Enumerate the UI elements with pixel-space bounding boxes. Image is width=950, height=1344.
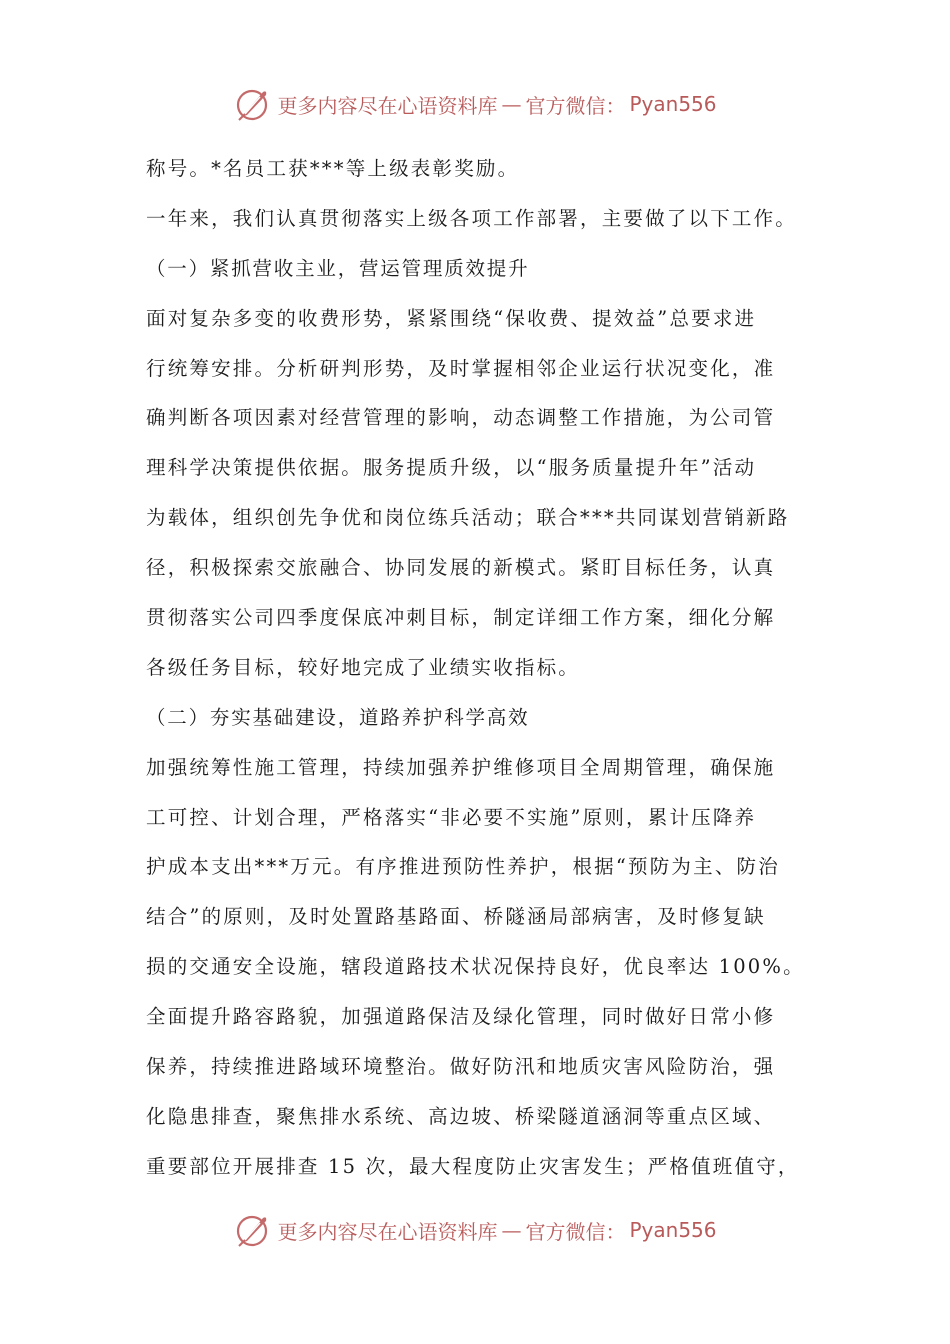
quill-pen-logo-icon	[233, 84, 273, 124]
section-heading: （一）紧抓营收主业，营运管理质效提升	[146, 256, 530, 280]
text-line: 一年来，我们认真贯彻落实上级各项工作部署，主要做了以下工作。	[146, 206, 798, 230]
banner-site-text: 更多内容尽在心语资料库	[277, 1219, 498, 1244]
text-line: 行统筹安排。分析研判形势，及时掌握相邻企业运行状况变化，准	[146, 356, 776, 380]
text-line: 保养，持续推进路域环境整治。做好防汛和地质灾害风险防治，强	[146, 1055, 776, 1079]
banner-dash: —	[501, 92, 522, 116]
banner-wechat-id: Pyan556	[629, 92, 717, 116]
text-line: 化隐患排查，聚焦排水系统、高边坡、桥梁隧道涵洞等重点区域、	[146, 1104, 776, 1128]
text-line: 各级任务目标，较好地完成了业绩实收指标。	[146, 655, 581, 679]
text-line: 径，积极探索交旅融合、协同发展的新模式。紧盯目标任务，认真	[146, 556, 776, 580]
text-line: 理科学决策提供依据。服务提质升级，以“服务质量提升年”活动	[146, 456, 757, 480]
footer-banner	[0, 1210, 950, 1250]
banner-dash: —	[501, 1218, 522, 1242]
header-banner	[0, 84, 950, 124]
text-line: 损的交通安全设施，辖段道路技术状况保持良好，优良率达 100%。	[146, 955, 805, 979]
section-heading: （二）夯实基础建设，道路养护科学高效	[146, 705, 530, 729]
text-line: 全面提升路容路貌，加强道路保洁及绿化管理，同时做好日常小修	[146, 1005, 776, 1029]
banner-wechat-label: 官方微信：	[525, 93, 626, 118]
text-line: 面对复杂多变的收费形势，紧紧围绕“保收费、提效益”总要求进	[146, 306, 757, 330]
banner-site-text: 更多内容尽在心语资料库	[277, 93, 498, 118]
text-line: 结合”的原则，及时处置路基路面、桥隧涵局部病害，及时修复缺	[146, 905, 766, 929]
text-line: 护成本支出***万元。有序推进预防性养护，根据“预防为主、防治	[146, 855, 780, 879]
banner-wechat-id: Pyan556	[629, 1218, 717, 1242]
text-line: 贯彻落实公司四季度保底冲刺目标，制定详细工作方案，细化分解	[146, 606, 776, 630]
banner-wechat-label: 官方微信：	[525, 1219, 626, 1244]
text-line: 加强统筹性施工管理，持续加强养护维修项目全周期管理，确保施	[146, 755, 776, 779]
text-line: 称号。*名员工获***等上级表彰奖励。	[146, 157, 520, 180]
text-line: 为载体，组织创先争优和岗位练兵活动；联合***共同谋划营销新路	[146, 506, 790, 530]
quill-pen-logo-icon	[233, 1210, 273, 1250]
document-body	[146, 144, 808, 1192]
text-line: 重要部位开展排查 15 次，最大程度防止灾害发生；严格值班值守，	[146, 1154, 800, 1178]
text-line: 工可控、计划合理，严格落实“非必要不实施”原则，累计压降养	[146, 805, 757, 829]
text-line: 确判断各项因素对经营管理的影响，动态调整工作措施，为公司管	[146, 406, 776, 430]
